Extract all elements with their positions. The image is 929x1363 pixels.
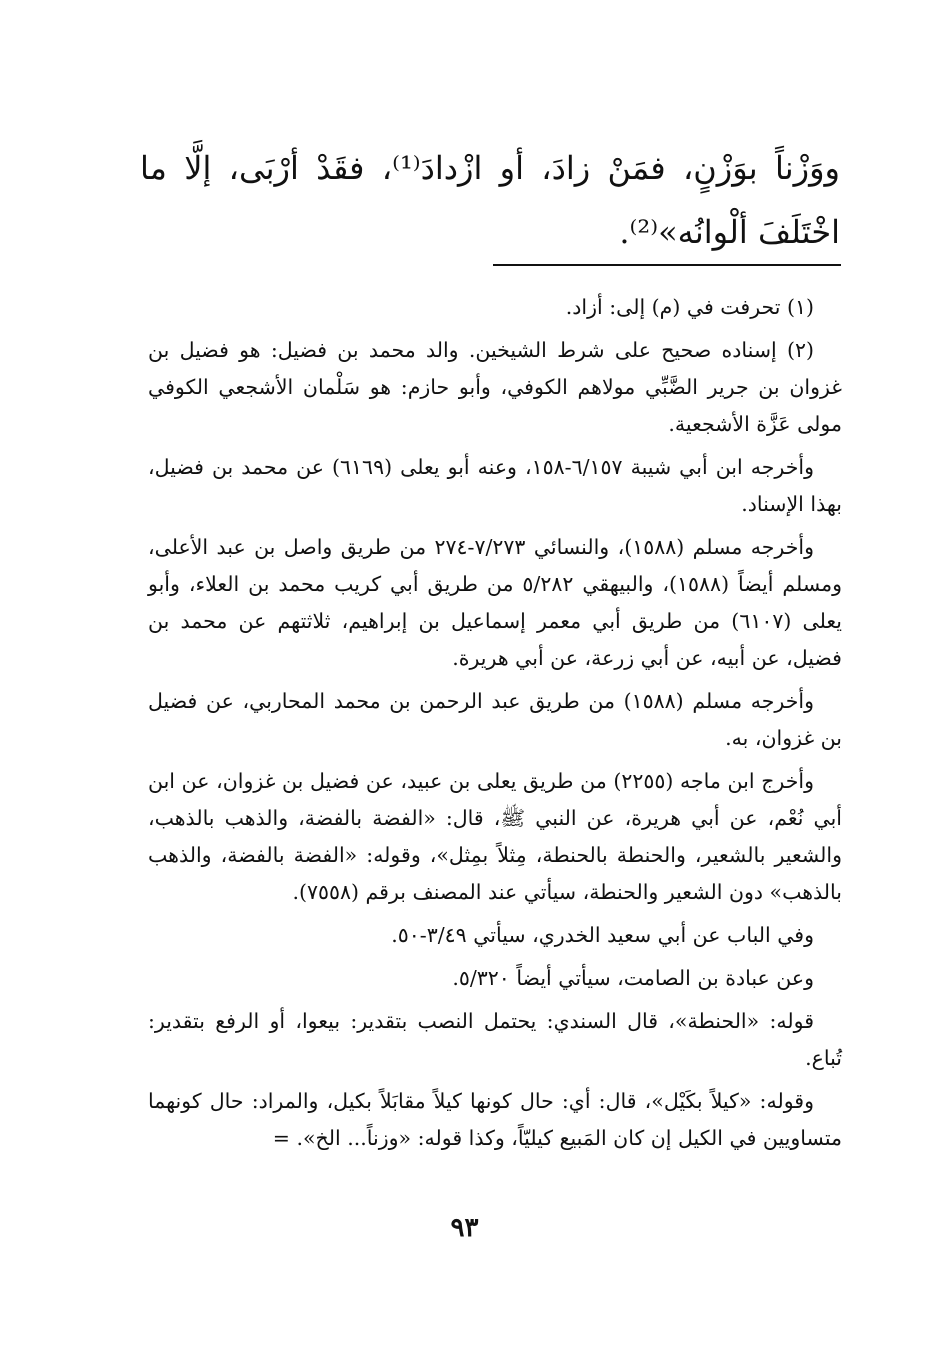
footnote-paragraph-takhrij-1: وأخرجه ابن أبي شيبة ٦/١٥٧-١٥٨، وعنه أبو يعلى (٦١٦٩) عن محمد بن فضيل، بهذا الإسناد. <box>148 455 842 516</box>
footnote-paragraph-bab-2: وعن عبادة بن الصامت، سيأتي أيضاً ٥/٣٢٠. <box>452 966 814 990</box>
footnote-1: (١) تحرفت في (م) إلى: أزاد. <box>565 295 814 319</box>
main-text-paragraph: ووَزْناً بوَزْنٍ، فمَنْ زادَ، أو ازْدادَ⁽¹⁾، فقَدْ أرْبَى، إلَّا ما اخْتَلَفَ ألْوانُه»⁽²⁾. <box>140 149 840 251</box>
footnote-paragraph-sindi-1: قوله: «الحنطة»، قال السندي: يحتمل النصب بتقدير: بيعوا، أو الرفع بتقدير: تُباع. <box>148 1009 842 1070</box>
footnote-separator-rule <box>493 264 841 266</box>
footnotes-block <box>148 289 842 1163</box>
main-text-block <box>140 136 840 264</box>
footnote-paragraph-bab-1: وفي الباب عن أبي سعيد الخدري، سيأتي ٣/٤٩-٥٠. <box>391 923 814 947</box>
footnote-paragraph-takhrij-4: وأخرج ابن ماجه (٢٢٥٥) من طريق يعلى بن عبيد، عن فضيل بن غزوان، عن ابن أبي نُعْم، عن أبي هريرة، عن النبي ﷺ، قال: «الفضة بالفضة، والذهب بالذهب، والشعير بالشعير، والحنطة بالحنطة، مِثلاً بمِثل»، وقوله: «الفضة بالفضة، والذهب بالذهب» دون الشعير والحنطة، سيأتي عند المصنف برقم (٧٥٥٨). <box>148 769 842 904</box>
footnote-paragraph-takhrij-2: وأخرجه مسلم (١٥٨٨)، والنسائي ٧/٢٧٣-٢٧٤ من طريق واصل بن عبد الأعلى، ومسلم أيضاً (١٥٨٨)، والبيهقي ٥/٢٨٢ من طريق أبي كريب محمد بن العلاء، وأبو يعلى (٦١٠٧) من طريق أبي معمر إسماعيل بن إبراهيم، ثلاثتهم عن محمد بن فضيل، عن أبيه، عن أبي زرعة، عن أبي هريرة. <box>148 535 843 670</box>
footnote-2: (٢) إسناده صحيح على شرط الشيخين. والد محمد بن فضيل: هو فضيل بن غزوان بن جرير الضَّبِّي مولاهم الكوفي، وأبو حازم: هو سَلْمان الأشجعي الكوفي مولى عَزَّة الأشجعية. <box>148 338 842 436</box>
footnote-paragraph-takhrij-3: وأخرجه مسلم (١٥٨٨) من طريق عبد الرحمن بن محمد المحاربي، عن فضيل بن غزوان، به. <box>148 689 842 750</box>
page-number: ٩٣ <box>450 1213 479 1243</box>
footnote-paragraph-sindi-2: وقوله: «كيلاً بكَيْل»، قال: أي: حال كونها كيلاً مقابَلاً بكيل، والمراد: حال كونهما متساويين في الكيل إن كان المَبيع كيليّاً، وكذا قوله: «وزناً... الخ». = <box>148 1089 842 1150</box>
